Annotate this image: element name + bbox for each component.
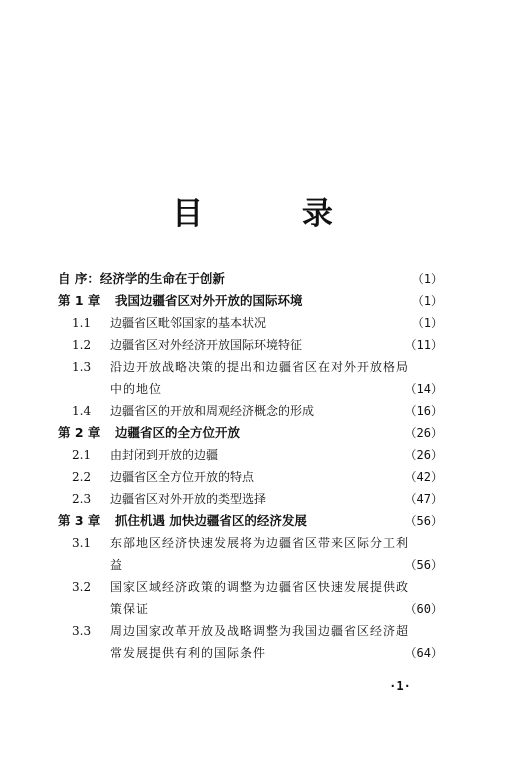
entry-page: （14） xyxy=(404,382,443,396)
section-number: 1.3 xyxy=(72,360,92,374)
chapter-number: 第 3 章 xyxy=(58,513,101,528)
toc-entry-chapter-3[interactable] xyxy=(58,510,443,532)
toc-entry-section-1-1[interactable] xyxy=(58,312,443,334)
entry-page: （56） xyxy=(404,514,443,528)
section-number: 2.2 xyxy=(72,470,92,484)
section-number: 1.1 xyxy=(72,316,92,330)
section-number: 1.2 xyxy=(72,338,92,352)
entry-page: （1） xyxy=(411,294,443,308)
entry-text: 抓住机遇 加快边疆省区的经济发展 xyxy=(115,513,307,528)
entry-text: 边疆省区的开放和周观经济概念的形成 xyxy=(110,404,315,418)
entry-text: 边疆省区对外经济开放国际环境特征 xyxy=(110,338,303,352)
entry-page: （26） xyxy=(404,426,443,440)
entry-text: 沿边开放战略决策的提出和边疆省区在对外开放格局中的地位 xyxy=(110,360,410,396)
entry-page: （64） xyxy=(404,646,443,660)
entry-page: （16） xyxy=(404,404,443,418)
page-number: ·1· xyxy=(389,679,411,693)
toc-entry-section-3-1[interactable] xyxy=(58,532,443,576)
section-number: 3.3 xyxy=(72,624,92,638)
entry-text: 东部地区经济快速发展将为边疆省区带来区际分工利益 xyxy=(110,536,410,572)
entry-page: （60） xyxy=(404,602,443,616)
entry-text: 边疆省区对外开放的类型选择 xyxy=(110,492,267,506)
entry-text: 我国边疆省区对外开放的国际环境 xyxy=(115,293,303,308)
toc-entry-section-2-3[interactable] xyxy=(58,488,443,510)
entry-text: 国家区域经济政策的调整为边疆省区快速发展提供政策保证 xyxy=(110,580,410,616)
toc-entry-section-2-2[interactable] xyxy=(58,466,443,488)
entry-page: （26） xyxy=(404,448,443,462)
entry-page: （56） xyxy=(404,558,443,572)
section-number: 2.1 xyxy=(72,448,92,462)
entry-page: （1） xyxy=(411,316,443,330)
section-number: 3.2 xyxy=(72,580,92,594)
entry-page: （11） xyxy=(404,338,443,352)
entry-page: （1） xyxy=(411,272,443,286)
table-of-contents xyxy=(58,268,443,664)
section-number: 1.4 xyxy=(72,404,92,418)
entry-text: 周边国家改革开放及战略调整为我国边疆省区经济超常发展提供有利的国际条件 xyxy=(110,624,410,660)
entry-text: 边疆省区的全方位开放 xyxy=(115,425,241,440)
entry-text: 自 序：经济学的生命在于创新 xyxy=(58,271,225,286)
toc-entry-section-1-2[interactable] xyxy=(58,334,443,356)
chapter-number: 第 2 章 xyxy=(58,425,101,440)
entry-text: 边疆省区全方位开放的特点 xyxy=(110,470,255,484)
entry-page: （47） xyxy=(404,492,443,506)
toc-title: 目 录 xyxy=(172,196,377,232)
toc-entry-chapter-1[interactable] xyxy=(58,290,443,312)
toc-entry-section-2-1[interactable] xyxy=(58,444,443,466)
entry-text: 边疆省区毗邻国家的基本状况 xyxy=(110,316,267,330)
toc-entry-preface[interactable] xyxy=(58,268,443,290)
toc-entry-section-3-3[interactable] xyxy=(58,620,443,664)
toc-entry-section-3-2[interactable] xyxy=(58,576,443,620)
section-number: 2.3 xyxy=(72,492,92,506)
entry-text: 由封闭到开放的边疆 xyxy=(110,448,219,462)
toc-entry-section-1-4[interactable] xyxy=(58,400,443,422)
toc-entry-chapter-2[interactable] xyxy=(58,422,443,444)
chapter-number: 第 1 章 xyxy=(58,293,101,308)
toc-entry-section-1-3[interactable] xyxy=(58,356,443,400)
section-number: 3.1 xyxy=(72,536,92,550)
entry-page: （42） xyxy=(404,470,443,484)
